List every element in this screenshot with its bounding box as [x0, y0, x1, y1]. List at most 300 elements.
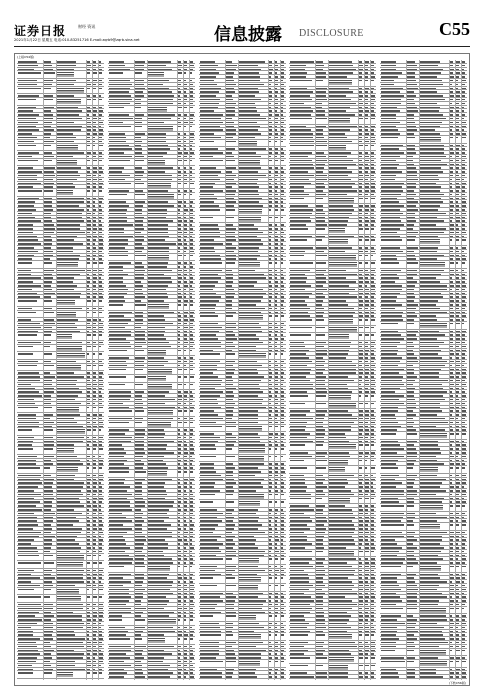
table-cell	[456, 608, 459, 610]
table-cell	[148, 194, 174, 199]
fund-table	[17, 60, 467, 680]
table-cell	[87, 376, 90, 378]
table-cell	[316, 350, 327, 352]
table-cell	[329, 361, 352, 363]
table-cell	[226, 247, 237, 249]
table-cell	[190, 262, 193, 264]
table-cell	[371, 350, 374, 352]
table-cell	[365, 164, 368, 166]
table-cell	[359, 490, 362, 492]
table-cell	[290, 228, 308, 230]
table-cell	[184, 156, 188, 158]
table-cell	[290, 300, 305, 302]
table-cell	[359, 167, 362, 169]
table-cell	[365, 205, 368, 207]
table-cell	[359, 566, 361, 568]
table-cell	[109, 589, 129, 591]
table-cell	[420, 444, 438, 446]
table-cell	[316, 566, 324, 568]
table-cell	[316, 403, 326, 405]
table-cell	[44, 642, 50, 644]
table-cell	[184, 126, 186, 128]
table-cell	[44, 372, 50, 374]
table-cell	[456, 80, 458, 82]
table-cell	[18, 361, 38, 363]
table-cell	[407, 357, 417, 359]
table-cell	[184, 61, 188, 63]
table-cell	[275, 179, 278, 181]
table-cell	[269, 365, 272, 367]
table-cell	[44, 331, 52, 333]
table-cell	[275, 615, 278, 617]
table-cell	[57, 201, 84, 203]
table-cell	[456, 160, 459, 162]
table-cell	[269, 122, 273, 124]
table-cell	[462, 513, 465, 515]
table-cell	[226, 426, 237, 428]
table-cell	[135, 558, 145, 560]
table-cell	[316, 312, 324, 314]
table-cell	[371, 217, 374, 219]
table-cell	[44, 403, 51, 405]
table-cell	[381, 175, 396, 177]
table-cell	[178, 232, 182, 234]
table-cell	[365, 444, 368, 446]
table-cell	[420, 148, 444, 150]
table-cell	[371, 69, 374, 71]
table-cell	[57, 228, 80, 230]
table-cell	[18, 539, 34, 541]
table-cell	[269, 281, 272, 283]
table-cell	[226, 403, 235, 405]
table-cell	[200, 414, 219, 416]
table-cell	[99, 577, 102, 579]
table-cell	[109, 566, 124, 568]
table-cell	[456, 524, 459, 526]
table-cell	[281, 463, 284, 465]
table-cell	[365, 247, 368, 249]
table-cell	[178, 452, 181, 454]
table-cell	[371, 236, 374, 238]
table-cell	[87, 437, 89, 439]
table-cell	[281, 107, 283, 109]
table-cell	[407, 467, 413, 469]
table-cell	[239, 232, 263, 234]
table-cell	[93, 391, 96, 393]
table-cell	[190, 513, 194, 515]
table-cell	[87, 509, 89, 511]
table-cell	[316, 270, 326, 272]
table-cell	[275, 270, 277, 272]
table-cell	[371, 251, 374, 253]
table-cell	[365, 334, 369, 336]
table-cell	[239, 88, 258, 90]
table-cell	[316, 107, 322, 109]
table-cell	[371, 296, 374, 298]
table-cell	[420, 524, 440, 529]
table-cell	[226, 72, 235, 74]
table-cell	[371, 429, 374, 431]
table-cell	[190, 448, 194, 450]
table-cell	[239, 179, 259, 181]
table-cell	[99, 418, 102, 420]
table-cell	[239, 118, 267, 120]
table-cell	[371, 72, 374, 74]
table-cell	[87, 581, 90, 583]
table-cell	[200, 293, 216, 295]
table-cell	[184, 566, 188, 568]
table-cell	[462, 201, 466, 203]
table-cell	[329, 418, 357, 420]
table-cell	[184, 312, 188, 314]
table-cell	[44, 486, 52, 488]
table-cell	[456, 183, 459, 185]
table-cell	[290, 353, 306, 355]
table-row	[380, 136, 467, 144]
table-row	[289, 197, 376, 205]
table-cell	[407, 129, 417, 131]
table-cell	[456, 148, 459, 150]
table-cell	[371, 589, 374, 591]
table-cell	[381, 236, 400, 238]
table-cell	[359, 114, 362, 116]
table-cell	[135, 593, 144, 595]
table-cell	[329, 452, 349, 454]
table-cell	[290, 334, 311, 336]
table-cell	[359, 551, 363, 553]
table-cell	[135, 422, 142, 424]
table-cell	[420, 581, 447, 583]
table-cell	[178, 441, 182, 443]
table-cell	[239, 209, 263, 214]
table-cell	[148, 444, 167, 446]
table-cell	[178, 190, 180, 192]
table-cell	[381, 532, 402, 534]
table-cell	[381, 247, 400, 249]
table-cell	[190, 289, 193, 291]
table-cell	[135, 209, 142, 211]
table-cell	[18, 293, 37, 295]
table-cell	[316, 69, 323, 71]
table-cell	[462, 479, 466, 481]
table-cell	[200, 247, 215, 249]
table-cell	[420, 369, 441, 371]
table-column	[199, 60, 286, 680]
table-cell	[365, 171, 368, 173]
table-cell	[275, 107, 279, 109]
table-cell	[184, 179, 187, 181]
table-cell	[226, 642, 237, 644]
table-cell	[148, 315, 164, 317]
table-cell	[99, 669, 102, 671]
table-cell	[57, 627, 83, 629]
table-cell	[462, 433, 466, 435]
table-cell	[135, 315, 143, 317]
table-cell	[226, 437, 236, 439]
table-cell	[275, 600, 278, 602]
table-cell	[381, 505, 404, 507]
table-cell	[420, 353, 438, 355]
table-cell	[329, 137, 346, 139]
table-cell	[44, 198, 52, 200]
table-cell	[226, 300, 232, 302]
table-cell	[99, 494, 102, 496]
table-cell	[420, 247, 438, 249]
table-cell	[190, 407, 194, 409]
table-cell	[184, 615, 187, 617]
table-cell	[200, 494, 215, 496]
table-cell	[135, 627, 145, 629]
table-cell	[269, 403, 272, 405]
table-cell	[87, 642, 91, 644]
table-cell	[57, 247, 73, 249]
table-cell	[135, 243, 143, 245]
table-cell	[57, 463, 83, 465]
table-cell	[371, 524, 374, 526]
table-cell	[87, 327, 91, 329]
table-cell	[18, 498, 34, 500]
table-cell	[178, 486, 181, 488]
table-cell	[226, 448, 233, 450]
table-cell	[275, 539, 279, 541]
table-cell	[281, 217, 284, 219]
table-cell	[18, 551, 38, 553]
table-cell	[269, 346, 273, 348]
table-cell	[381, 258, 397, 260]
table-cell	[381, 217, 400, 219]
table-cell	[57, 437, 84, 439]
table-cell	[269, 475, 272, 477]
table-cell	[109, 255, 129, 257]
table-cell	[281, 72, 285, 74]
table-cell	[190, 183, 194, 185]
table-cell	[44, 247, 51, 249]
table-cell	[407, 361, 418, 363]
table-cell	[450, 198, 453, 200]
table-cell	[190, 365, 194, 367]
table-cell	[190, 145, 192, 147]
table-cell	[359, 460, 362, 462]
table-cell	[18, 107, 36, 109]
table-cell	[200, 596, 220, 598]
table-cell	[371, 513, 374, 515]
table-cell	[450, 585, 454, 587]
table-cell	[184, 391, 188, 393]
table-cell	[18, 65, 38, 67]
table-cell	[44, 342, 51, 344]
table-cell	[200, 167, 216, 169]
table-cell	[190, 201, 193, 203]
table-cell	[239, 672, 256, 674]
table-cell	[316, 126, 326, 128]
table-cell	[190, 543, 192, 545]
table-cell	[87, 107, 90, 109]
table-cell	[18, 585, 40, 587]
table-cell	[226, 148, 235, 150]
table-cell	[87, 201, 90, 203]
table-cell	[420, 418, 445, 420]
table-cell	[462, 596, 466, 598]
table-cell	[200, 281, 218, 283]
table-cell	[329, 657, 353, 662]
table-cell	[93, 289, 96, 291]
table-cell	[359, 270, 362, 272]
table-cell	[275, 137, 278, 139]
table-cell	[450, 308, 453, 310]
table-cell	[18, 342, 41, 344]
table-cell	[450, 448, 453, 450]
table-cell	[359, 570, 362, 572]
table-cell	[359, 296, 362, 298]
table-cell	[178, 266, 181, 268]
table-cell	[290, 581, 309, 583]
table-cell	[93, 247, 96, 249]
table-cell	[462, 224, 465, 226]
table-cell	[99, 589, 103, 591]
table-cell	[456, 270, 458, 272]
table-cell	[450, 365, 452, 367]
table-cell	[316, 156, 326, 158]
table-cell	[381, 107, 397, 109]
table-cell	[200, 403, 218, 405]
table-cell	[239, 262, 260, 267]
table-cell	[18, 152, 39, 154]
table-cell	[239, 555, 264, 557]
table-cell	[456, 156, 459, 158]
table-cell	[93, 262, 97, 264]
table-cell	[281, 350, 284, 352]
table-cell	[381, 482, 402, 484]
table-cell	[239, 566, 259, 568]
table-cell	[450, 361, 454, 363]
table-cell	[99, 376, 102, 378]
table-cell	[99, 308, 102, 310]
table-cell	[44, 604, 53, 606]
table-cell	[44, 665, 51, 667]
table-cell	[365, 574, 369, 576]
table-cell	[450, 148, 453, 150]
table-cell	[226, 167, 237, 169]
table-cell	[109, 285, 127, 287]
table-cell	[200, 171, 222, 173]
table-cell	[135, 471, 146, 473]
table-cell	[365, 365, 368, 367]
table-cell	[450, 426, 452, 428]
table-cell	[135, 589, 145, 591]
table-cell	[275, 475, 279, 477]
table-cell	[148, 669, 169, 671]
table-cell	[57, 555, 84, 560]
table-cell	[190, 672, 194, 674]
table-cell	[44, 107, 54, 109]
table-cell	[135, 665, 142, 667]
table-cell	[190, 399, 194, 401]
table-cell	[381, 448, 404, 450]
table-cell	[329, 372, 355, 374]
table-cell	[407, 258, 416, 260]
table-cell	[371, 164, 374, 166]
table-cell	[93, 171, 97, 173]
table-cell	[281, 274, 284, 276]
table-cell	[462, 160, 465, 162]
table-cell	[109, 657, 130, 659]
table-cell	[200, 642, 220, 644]
table-cell	[359, 175, 363, 177]
table-cell	[190, 232, 194, 234]
table-cell	[200, 342, 221, 344]
table-row	[289, 318, 376, 326]
table-cell	[290, 384, 313, 386]
table-cell	[99, 437, 103, 439]
table-cell	[281, 236, 284, 238]
table-cell	[18, 84, 37, 86]
table-cell	[44, 365, 54, 367]
table-cell	[281, 88, 284, 90]
table-cell	[329, 281, 356, 283]
table-cell	[450, 395, 453, 397]
table-row	[289, 633, 376, 641]
table-cell	[184, 399, 188, 401]
table-cell	[371, 274, 373, 276]
table-cell	[420, 312, 447, 314]
table-cell	[99, 251, 102, 253]
table-cell	[190, 156, 193, 158]
table-cell	[57, 448, 74, 453]
table-cell	[407, 426, 413, 428]
table-cell	[87, 319, 91, 321]
table-cell	[239, 669, 257, 671]
table-cell	[420, 277, 436, 279]
table-cell	[200, 338, 219, 340]
table-cell	[371, 99, 375, 101]
table-cell	[190, 213, 193, 215]
table-cell	[359, 99, 361, 101]
table-cell	[316, 194, 326, 196]
table-cell	[359, 482, 361, 484]
table-cell	[359, 239, 362, 241]
table-cell	[359, 293, 362, 295]
table-cell	[275, 258, 278, 260]
table-cell	[359, 543, 362, 545]
table-cell	[316, 551, 322, 553]
table-cell	[190, 452, 194, 454]
table-cell	[290, 403, 304, 405]
table-cell	[420, 175, 438, 177]
table-cell	[148, 99, 174, 101]
table-row	[17, 87, 104, 95]
table-cell	[371, 183, 374, 185]
table-cell	[371, 452, 375, 454]
table-cell	[239, 634, 261, 639]
table-cell	[462, 258, 466, 260]
table-cell	[190, 501, 194, 503]
table-cell	[269, 236, 271, 238]
table-cell	[462, 577, 465, 579]
table-cell	[184, 350, 187, 352]
table-cell	[365, 236, 369, 238]
table-cell	[275, 634, 277, 636]
table-cell	[365, 418, 368, 420]
table-cell	[281, 384, 284, 386]
table-cell	[135, 205, 144, 207]
table-cell	[329, 183, 355, 185]
table-cell	[44, 145, 51, 147]
table-cell	[57, 612, 73, 614]
table-cell	[148, 61, 171, 63]
table-cell	[281, 338, 285, 340]
table-cell	[57, 251, 73, 253]
table-cell	[44, 414, 53, 416]
